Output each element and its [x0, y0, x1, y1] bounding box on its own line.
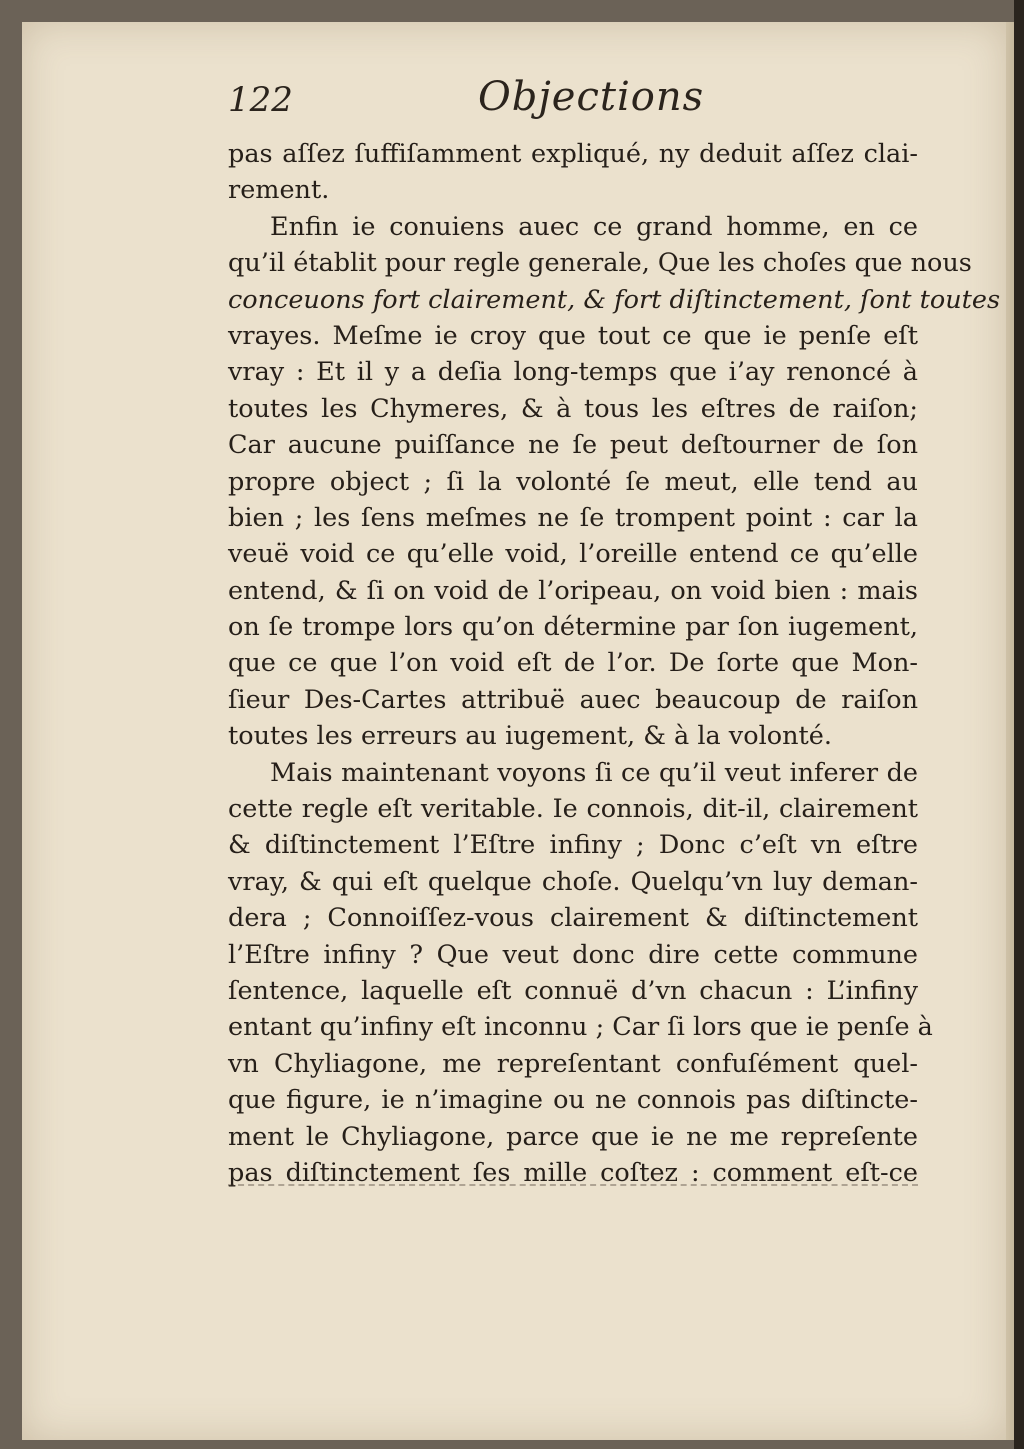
text-line: vrayes. Meſme ie croy que tout ce que ie penſe eſt [228, 320, 918, 351]
text-line: vn Chyliagone, me repreſentant confuſément quel- [228, 1048, 918, 1079]
text-line: vray : Et il y a deſia long-temps que i’ay renoncé à [228, 357, 918, 388]
text-line: ment le Chyliagone, parce que ie ne me repreſente [228, 1121, 918, 1152]
text-line: l’Eſtre infiny ? Que veut donc dire cette commune [228, 939, 918, 970]
text-line: pas diſtinctement ſes mille coſtez : comment eſt-ce [228, 1157, 918, 1188]
text-line: conceuons fort clairement, & fort diſtinctement, ſont toutes [228, 284, 1001, 315]
text-line: on ſe trompe lors qu’on détermine par ſon iugement, [228, 612, 918, 643]
page-header [228, 72, 918, 132]
text-line: entend, & ſi on void de l’oripeau, on void bien : mais [228, 575, 918, 606]
text-line: rement. [228, 175, 330, 206]
text-line: vray, & qui eſt quelque choſe. Quelqu’vn luy deman- [228, 866, 918, 897]
text-line: que figure, ie n’imagine ou ne connois pas diſtincte- [228, 1085, 918, 1116]
text-line: que ce que l’on void eſt de l’or. De ſorte que Mon- [228, 648, 918, 679]
text-line: ſieur Des-Cartes attribuë auec beaucoup de raiſon [228, 684, 918, 715]
bottom-rule [228, 1184, 918, 1188]
text-line: & diſtinctement l’Eſtre infiny ; Donc c’eſt vn eſtre [228, 830, 918, 861]
text-line: veuë void ce qu’elle void, l’oreille entend ce qu’elle [228, 539, 918, 570]
text-line: toutes les erreurs au iugement, & à la volonté. [228, 721, 832, 752]
text-line: cette regle eſt veritable. Ie connois, dit-il, clairement [228, 794, 918, 825]
text-line: Enfin ie conuiens auec ce grand homme, en ce [270, 211, 918, 242]
text-line: qu’il établit pour regle generale, Que les choſes que nous [228, 248, 972, 279]
text-line: dera ; Connoiſſez-vous clairement & diſtinctement [228, 903, 918, 934]
text-line: pas aſſez ſuffiſamment expliqué, ny deduit aſſez clai- [228, 139, 918, 169]
text-line: entant qu’infiny eſt inconnu ; Car ſi lors que ie penſe à [228, 1012, 933, 1043]
text-line: bien ; les ſens meſmes ne ſe trompent point : car la [228, 502, 918, 533]
text-line: ſentence, laquelle eſt connuë d’vn chacun : L’infiny [228, 975, 918, 1006]
binding-shadow [1014, 0, 1024, 1449]
running-title: Objections [478, 74, 705, 120]
body-text [228, 136, 1001, 1191]
text-line: propre object ; ſi la volonté ſe meut, elle tend au [228, 466, 918, 497]
text-line: toutes les Chymeres, & à tous les eſtres de raiſon; [228, 393, 918, 424]
text-line: Mais maintenant voyons ſi ce qu’il veut inferer de [270, 757, 918, 788]
text-line: Car aucune puiſſance ne ſe peut deſtourner de ſon [228, 430, 918, 461]
page-number: 122 [228, 80, 293, 120]
